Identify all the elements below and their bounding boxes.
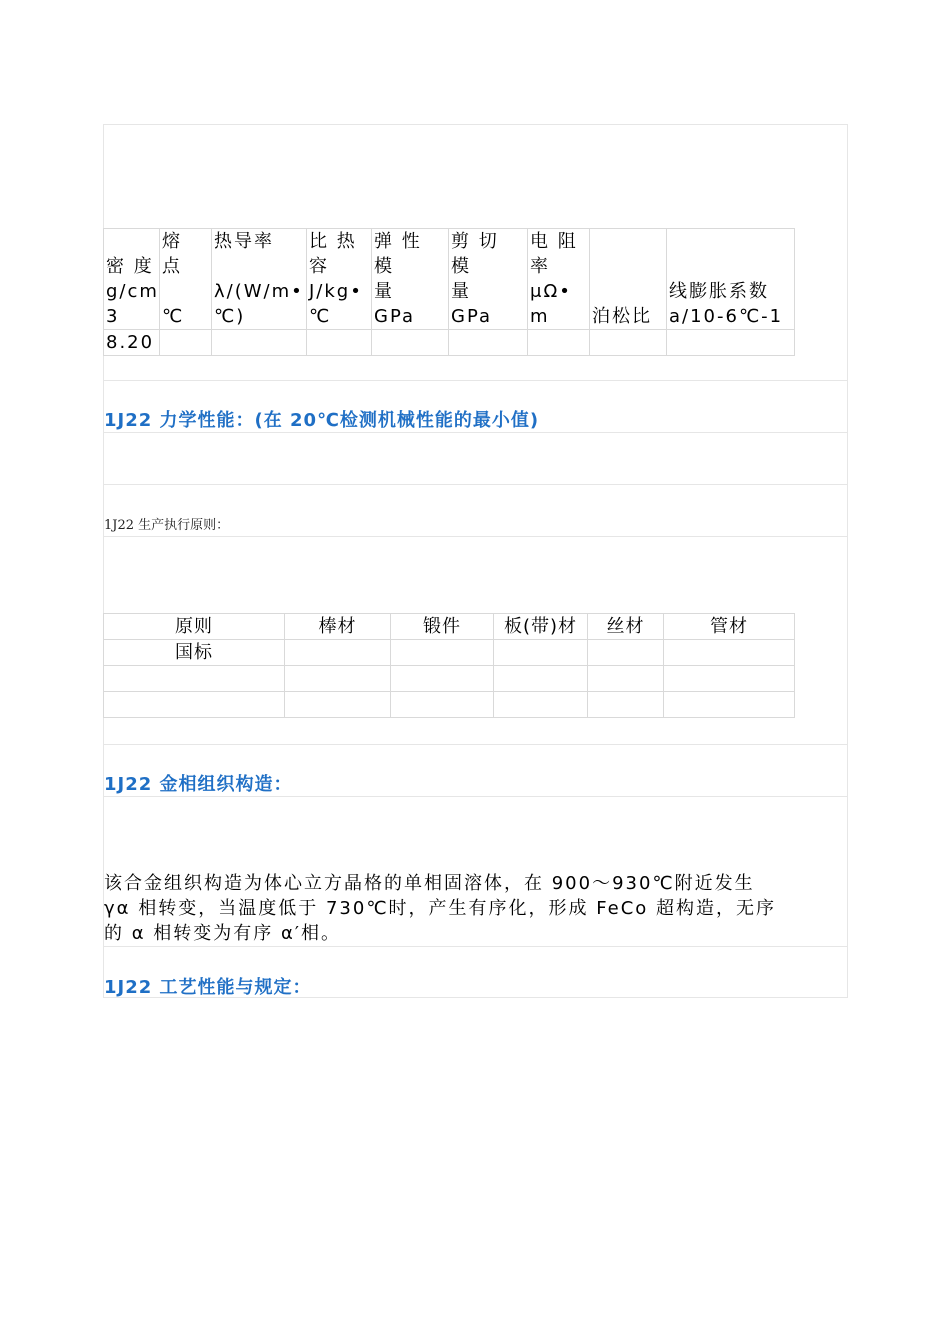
mechanical-properties-heading: 1J22 力学性能：(在 20℃检测机械性能的最小值) (104, 410, 540, 431)
table-cell (664, 640, 795, 666)
table-cell (664, 692, 795, 718)
table-cell (664, 666, 795, 692)
table-row (104, 330, 795, 356)
table-cell (285, 640, 391, 666)
table-cell (494, 640, 588, 666)
table-cell (391, 640, 494, 666)
table-cell (449, 330, 528, 356)
microstructure-heading: 1J22 金相组织构造： (104, 774, 293, 795)
header-density: 密 度 g/cm 3 (104, 229, 160, 330)
physical-properties-table (103, 228, 795, 356)
paragraph-line: γα 相转变，当温度低于 730℃时，产生有序化，形成 FeCo 超构造，无序 (104, 898, 776, 919)
header-principle: 原则 (104, 614, 285, 640)
row-divider (103, 380, 848, 381)
row-divider (103, 946, 848, 947)
table-cell (160, 330, 212, 356)
header-poisson-ratio: 泊松比 (590, 229, 667, 330)
microstructure-paragraph (104, 871, 848, 946)
table-cell (391, 692, 494, 718)
table-cell (212, 330, 307, 356)
table-row (104, 692, 795, 718)
header-thermal-conductivity: 热导率 λ/(W/m• ℃) (212, 229, 307, 330)
table-cell (307, 330, 372, 356)
table-cell (588, 692, 664, 718)
table-cell (104, 692, 285, 718)
row-divider (103, 744, 848, 745)
header-plate-strip: 板(带)材 (494, 614, 588, 640)
header-melting-point: 熔 点 ℃ (160, 229, 212, 330)
table-cell (285, 692, 391, 718)
table-row (104, 666, 795, 692)
header-tube: 管材 (664, 614, 795, 640)
table-cell (588, 666, 664, 692)
header-shear-modulus: 剪 切 模 量 GPa (449, 229, 528, 330)
row-divider (103, 536, 848, 537)
table-cell: 8.20 (104, 330, 160, 356)
paragraph-line: 的 α 相转变为有序 α′相。 (104, 923, 341, 944)
header-bar: 棒材 (285, 614, 391, 640)
table-cell (590, 330, 667, 356)
row-divider (103, 432, 848, 433)
header-thermal-expansion: 线膨胀系数 a/10-6℃-1 (667, 229, 795, 330)
row-divider (103, 484, 848, 485)
table-cell (494, 666, 588, 692)
header-elastic-modulus: 弹 性 模 量 GPa (372, 229, 449, 330)
row-divider (103, 796, 848, 797)
header-specific-heat: 比 热 容 J/kg• ℃ (307, 229, 372, 330)
production-principle-label: 1J22 生产执行原则： (104, 518, 230, 533)
table-cell (494, 692, 588, 718)
header-resistivity: 电 阻 率 μΩ• m (528, 229, 590, 330)
process-properties-heading: 1J22 工艺性能与规定： (104, 977, 312, 998)
table-cell (588, 640, 664, 666)
header-wire: 丝材 (588, 614, 664, 640)
table-cell (667, 330, 795, 356)
table-cell (285, 666, 391, 692)
header-forging: 锻件 (391, 614, 494, 640)
table-cell (391, 666, 494, 692)
table-header-row (104, 229, 795, 330)
table-header-row (104, 614, 795, 640)
standards-table (103, 613, 795, 718)
paragraph-line: 该合金组织构造为体心立方晶格的单相固溶体，在 900～930℃附近发生 (104, 873, 755, 894)
table-row (104, 640, 795, 666)
table-cell (372, 330, 449, 356)
table-cell: 国标 (104, 640, 285, 666)
table-cell (104, 666, 285, 692)
table-cell (528, 330, 590, 356)
